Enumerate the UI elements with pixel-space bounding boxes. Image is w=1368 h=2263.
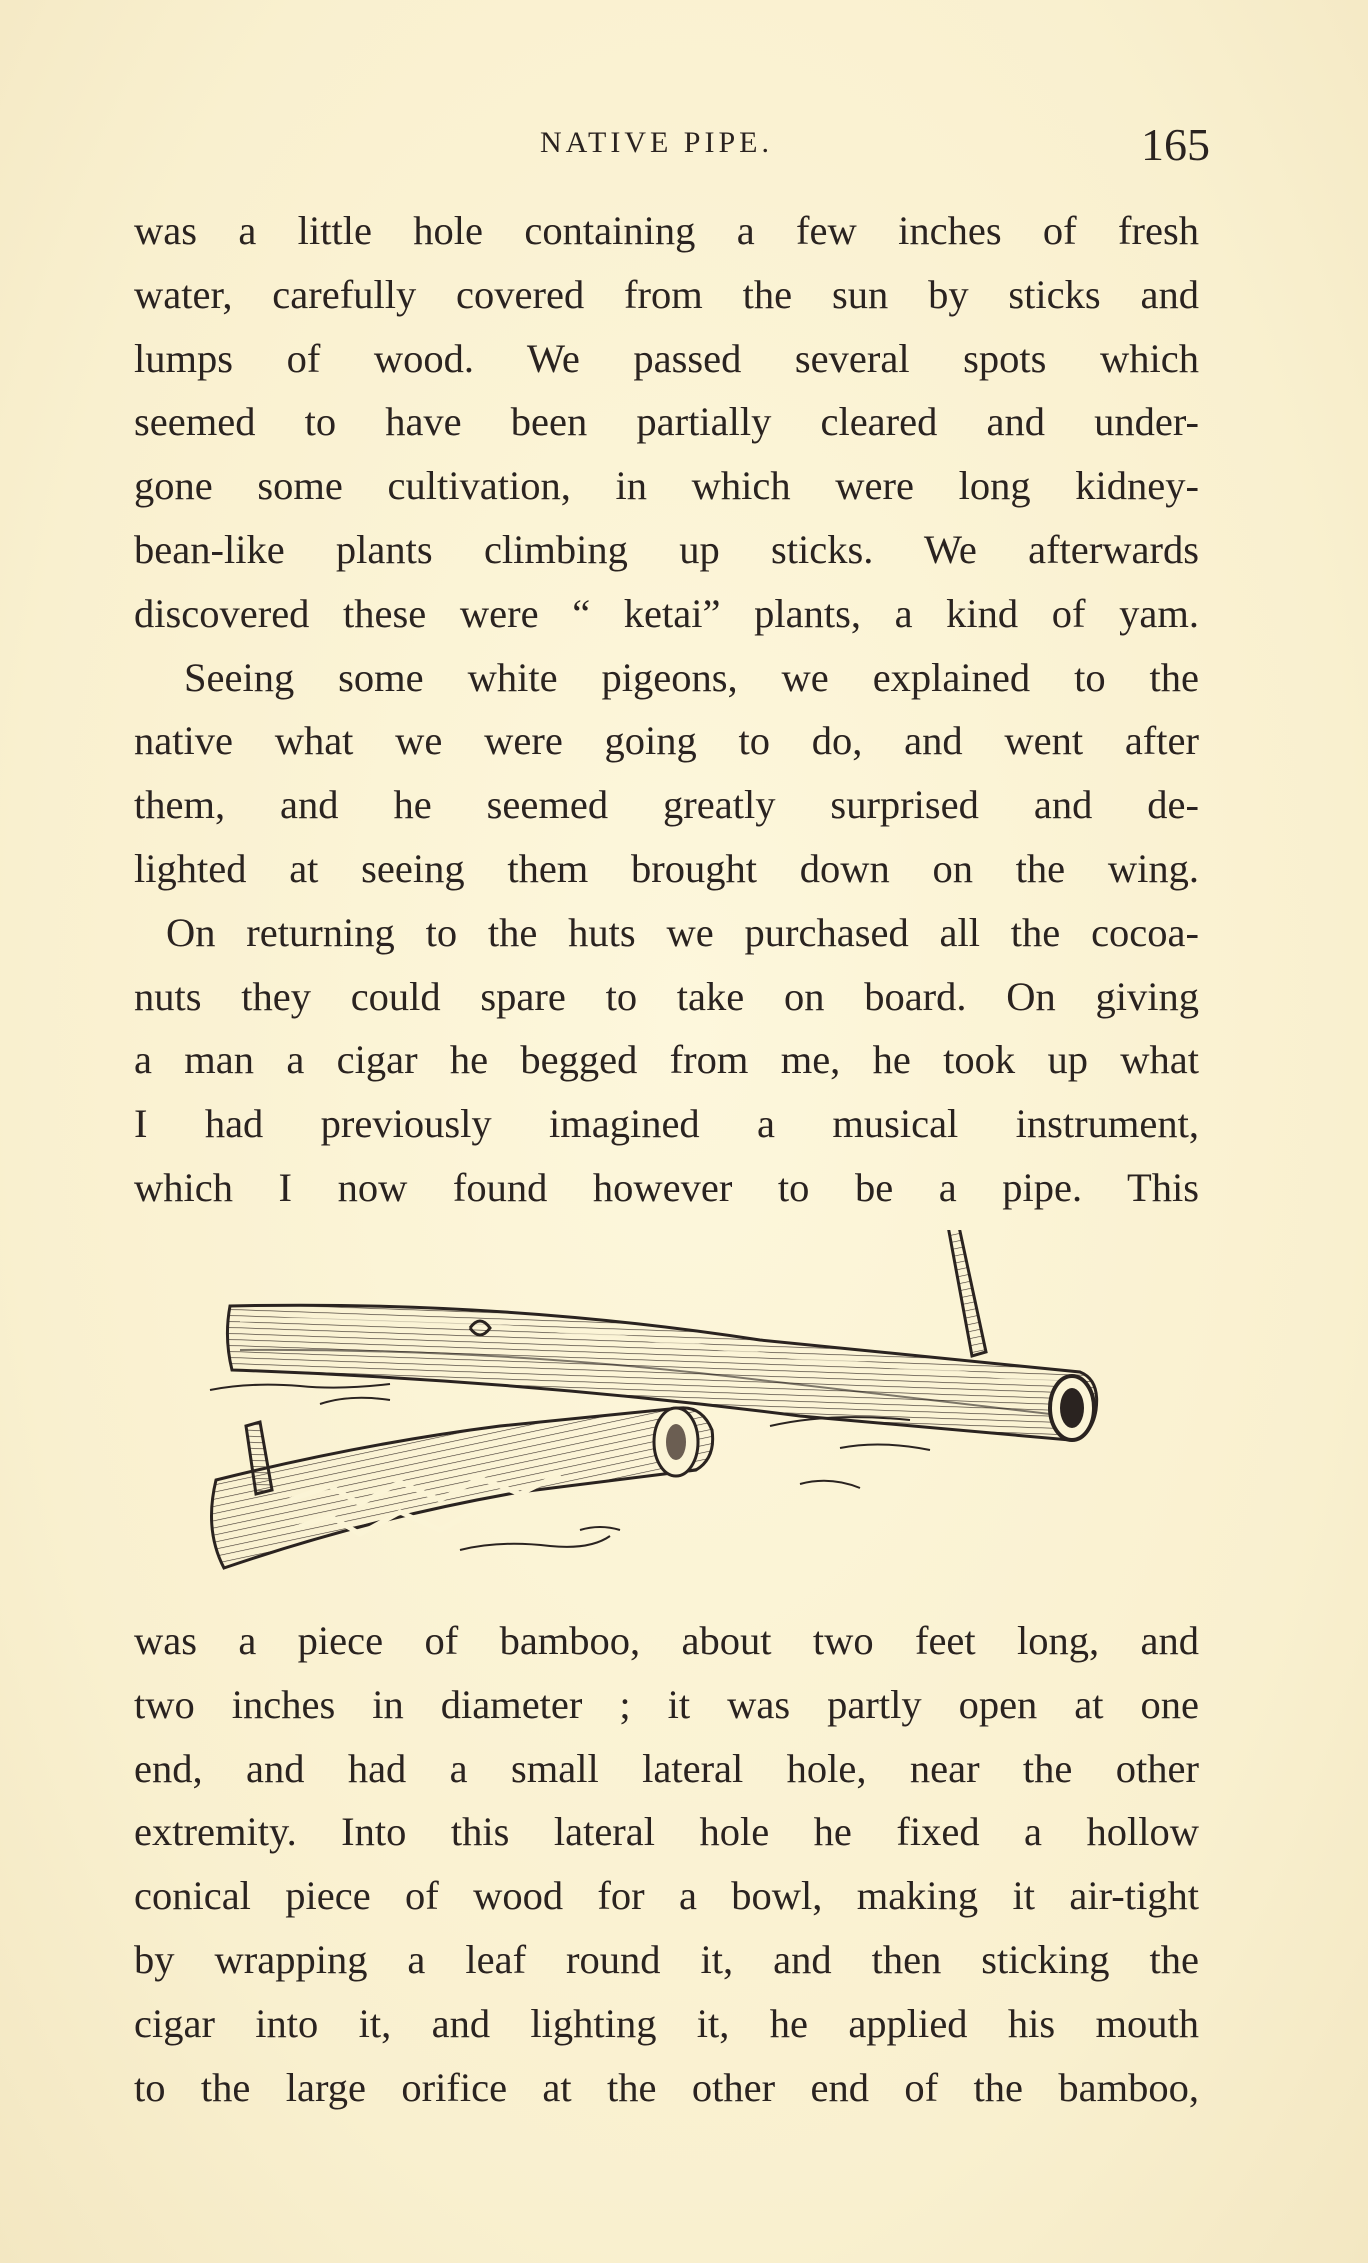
text-line: which I now found however to be a pipe. This <box>134 1164 1199 1210</box>
text-line: seemed to have been partially cleared and under- <box>134 399 1199 445</box>
running-title: NATIVE PIPE. <box>540 126 773 159</box>
text-line: two inches in diameter ; it was partly open at one <box>134 1681 1199 1727</box>
text-line: by wrapping a leaf round it, and then sticking the <box>134 1936 1199 1982</box>
text-line: them, and he seemed greatly surprised and de- <box>134 782 1199 828</box>
text-line: nuts they could spare to take on board. On giving <box>134 973 1199 1019</box>
text-line: lumps of wood. We passed several spots which <box>134 335 1199 381</box>
text-line: extremity. Into this lateral hole he fixed a hollow <box>134 1809 1199 1855</box>
text-line: was a little hole containing a few inches of fresh <box>134 208 1199 253</box>
text-line: was a piece of bamboo, about two feet long, and <box>134 1618 1199 1663</box>
bamboo-pipe-engraving <box>200 1230 1150 1600</box>
pipe-illustration <box>200 1230 1150 1600</box>
text-line: On returning to the huts we purchased all the cocoa- <box>166 909 1199 955</box>
text-line: discovered these were “ ketai” plants, a kind of yam. <box>134 590 1199 636</box>
text-line: conical piece of wood for a bowl, making it air-tight <box>134 1873 1199 1919</box>
text-line: cigar into it, and lighting it, he applied his mouth <box>134 2000 1199 2046</box>
text-line: end, and had a small lateral hole, near the other <box>134 1745 1199 1791</box>
small-bamboo-pipe <box>212 1408 713 1568</box>
text-line: lighted at seeing them brought down on the wing. <box>134 845 1199 891</box>
text-line: gone some cultivation, in which were long kidney- <box>134 463 1199 509</box>
running-head <box>130 118 1210 168</box>
text-line: water, carefully covered from the sun by sticks and <box>134 271 1199 317</box>
text-line: bean-like plants climbing up sticks. We afterwards <box>134 526 1199 572</box>
text-line: to the large orifice at the other end of the bamboo, <box>134 2064 1199 2110</box>
text-line: Seeing some white pigeons, we explained to the <box>184 654 1199 700</box>
text-line: a man a cigar he begged from me, he took up what <box>134 1037 1199 1083</box>
body-text-bottom <box>134 1609 1199 2119</box>
text-line: native what we were going to do, and went after <box>134 718 1199 764</box>
body-text-top <box>134 199 1199 1220</box>
page-number: 165 <box>1141 119 1210 170</box>
text-line: I had previously imagined a musical instrument, <box>134 1101 1199 1147</box>
